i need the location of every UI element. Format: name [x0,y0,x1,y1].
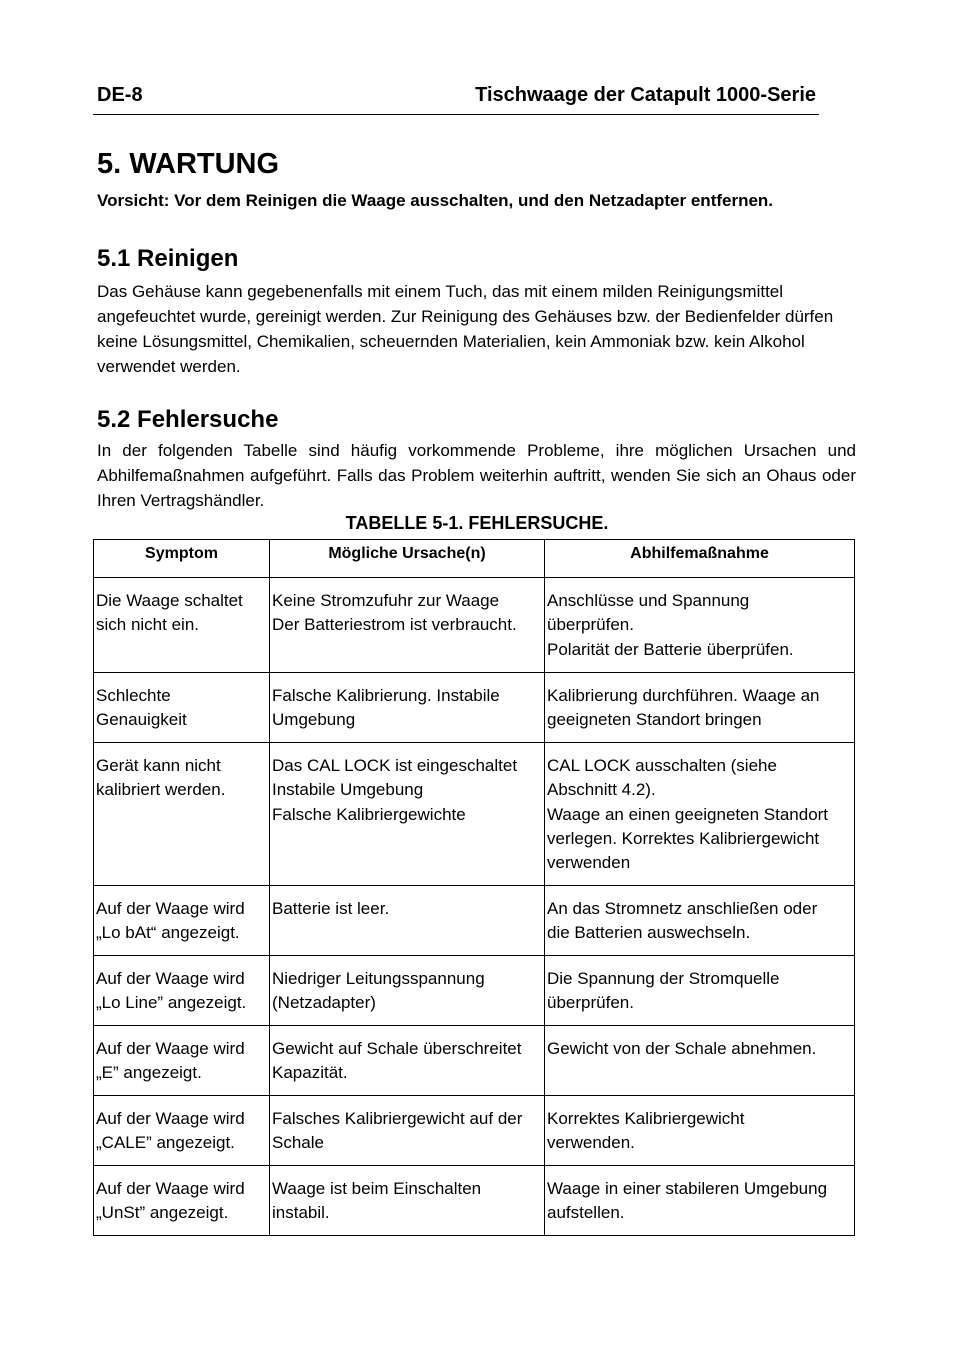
cause-cell [270,1096,545,1166]
cell-text: Kalibrierung durchführen. Waage an geeigneten Standort bringen [547,686,820,730]
table-row [94,1096,855,1166]
table-row [94,956,855,1026]
cell-text: Auf der Waage wird „E” angezeigt. [96,1039,245,1083]
remedy-cell [545,1166,855,1236]
cell-text: Auf der Waage wird „Lo Line” angezeigt. [96,969,247,1013]
section-title: 5. WARTUNG [97,148,280,180]
table-row [94,578,855,673]
cell-text: Falsche Kalibrierung. Instabile Umgebung [272,686,500,730]
remedy-cell [545,1026,855,1096]
cause-cell [270,578,545,673]
cell-text: CAL LOCK ausschalten (siehe Abschnitt 4.2). Waage an einen geeigneten Standort verlegen. Korrektes Kalibriergewicht verwenden [547,756,829,873]
cause-cell [270,673,545,743]
cleaning-heading: 5.1 Reinigen [97,245,239,272]
remedy-cell [545,886,855,956]
table-row [94,1166,855,1236]
cell-text: Die Spannung der Stromquelle überprüfen. [547,969,780,1013]
cell-text: Das CAL LOCK ist eingeschaltet Instabile Umgebung Falsche Kalibriergewichte [272,756,518,824]
cell-text: An das Stromnetz anschließen oder die Batterien auswechseln. [547,899,818,943]
symptom-cell [94,1096,270,1166]
remedy-cell [545,673,855,743]
table-row [94,673,855,743]
remedy-cell [545,1096,855,1166]
column-header-symptom: Symptom [94,540,270,578]
cell-text: Gewicht von der Schale abnehmen. [547,1039,817,1058]
remedy-cell [545,956,855,1026]
symptom-cell [94,956,270,1026]
cell-text: Korrektes Kalibriergewicht verwenden. [547,1109,745,1153]
cell-text: Auf der Waage wird „Lo bAt“ angezeigt. [96,899,245,943]
symptom-cell [94,673,270,743]
cell-text: Anschlüsse und Spannung überprüfen. Polarität der Batterie überprüfen. [547,591,794,659]
cell-text: Keine Stromzufuhr zur Waage Der Batteriestrom ist verbraucht. [272,591,517,635]
symptom-cell [94,1026,270,1096]
cell-text: Gewicht auf Schale überschreitet Kapazität. [272,1039,522,1083]
troubleshooting-table [93,539,855,1236]
remedy-cell [545,743,855,886]
cell-text: Auf der Waage wird „UnSt” angezeigt. [96,1179,245,1223]
cell-text: Batterie ist leer. [272,899,390,918]
cause-cell [270,886,545,956]
header-rule [93,114,819,115]
remedy-cell [545,578,855,673]
document-title: Tischwaage der Catapult 1000-Serie [475,84,816,106]
table-row [94,1026,855,1096]
cell-text: Die Waage schaltet sich nicht ein. [96,591,243,635]
table-header-row [94,540,855,578]
symptom-cell [94,886,270,956]
symptom-cell [94,578,270,673]
troubleshooting-paragraph: In der folgenden Tabelle sind häufig vorkommende Probleme, ihre möglichen Ursachen und Abhilfemaßnahmen aufgeführt. Falls das Problem weiterhin auftritt, wenden Sie sich an Ohaus oder Ihren Vertragshändler. [97,441,856,510]
column-header-remedy: Abhilfemaßnahme [545,540,855,578]
table-row [94,743,855,886]
cause-cell [270,956,545,1026]
cell-text: Schlechte Genauigkeit [96,686,187,730]
column-header-cause: Mögliche Ursache(n) [270,540,545,578]
symptom-cell [94,743,270,886]
caution-note: Vorsicht: Vor dem Reinigen die Waage ausschalten, und den Netzadapter entfernen. [97,191,774,210]
cell-text: Falsches Kalibriergewicht auf der Schale [272,1109,523,1153]
symptom-cell [94,1166,270,1236]
cell-text: Waage ist beim Einschalten instabil. [272,1179,482,1223]
cell-text: Auf der Waage wird „CALE” angezeigt. [96,1109,245,1153]
cleaning-paragraph: Das Gehäuse kann gegebenenfalls mit einem Tuch, das mit einem milden Reinigungsmittel angefeuchtet wurde, gereinigt werden. Zur Reinigung des Gehäuses bzw. der Bedienfelder dürfen keine Lösungsmittel, Chemikalien, scheuernden Materialien, kein Ammoniak bzw. kein Alkohol verwendet werden. [97,282,834,376]
cell-text: Waage in einer stabileren Umgebung aufstellen. [547,1179,828,1223]
cell-text: Gerät kann nicht kalibriert werden. [96,756,226,800]
troubleshooting-heading: 5.2 Fehlersuche [97,406,279,433]
table-row [94,886,855,956]
table-caption: TABELLE 5-1. FEHLERSUCHE. [345,513,609,533]
cause-cell [270,1166,545,1236]
cell-text: Niedriger Leitungsspannung (Netzadapter) [272,969,485,1013]
cause-cell [270,1026,545,1096]
page-number: DE-8 [97,84,143,106]
cause-cell [270,743,545,886]
